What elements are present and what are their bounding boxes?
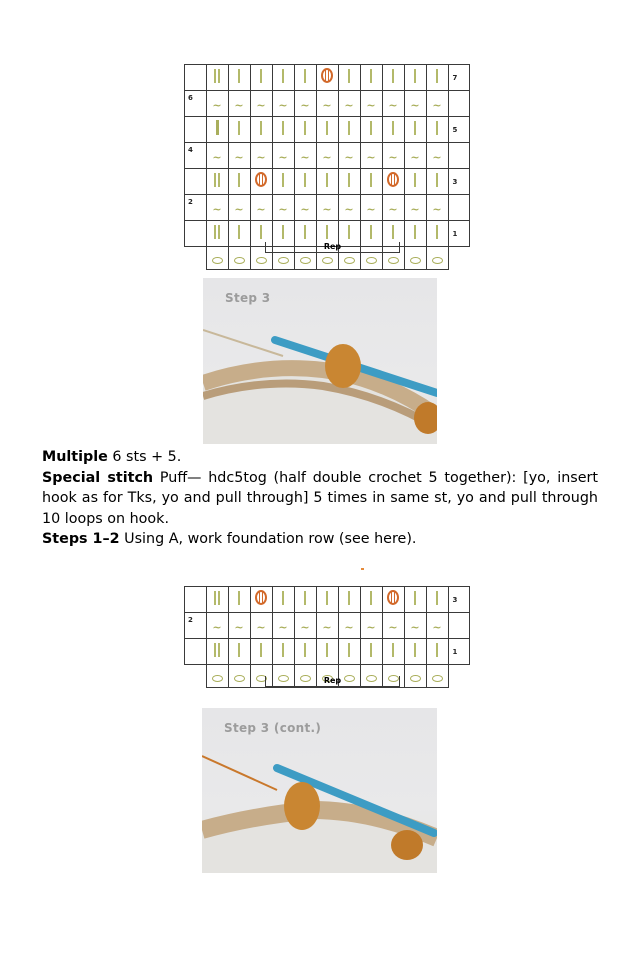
chart-cell [250,169,272,195]
chart-cell [382,91,404,117]
tks-wave-symbol: ~ [212,99,222,112]
chart-cell [294,613,316,639]
chart-cell [316,587,338,613]
chart-cell [206,195,228,221]
double-crochet-symbol [282,173,284,187]
tks-wave-symbol: ~ [234,99,244,112]
double-crochet-symbol [282,121,284,135]
steps-value: Using A, work foundation row (see here). [119,531,417,547]
row-label-right [448,665,470,688]
double-crochet-symbol [414,173,416,187]
tks-wave-symbol: ~ [322,151,332,164]
chart-cell [228,65,250,91]
double-crochet-symbol [414,643,416,657]
double-crochet-symbol [436,643,438,657]
chart-cell [382,65,404,91]
chart-cell [272,195,294,221]
chart-cell [426,587,448,613]
chain-icon [234,675,245,682]
chart-cell [404,613,426,639]
tks-wave-symbol: ~ [432,151,442,164]
chart-cell [206,247,228,270]
chart-row [185,613,470,639]
double-crochet-symbol [260,69,262,83]
chart-cell [360,587,382,613]
row-label-right [448,91,470,117]
double-crochet-symbol [348,643,350,657]
crochet-hook-illustration [203,278,437,444]
row-label-right: 1 [448,221,470,247]
chart-cell [316,639,338,665]
double-crochet-symbol [436,69,438,83]
double-crochet-symbol [436,121,438,135]
chart-cell [228,247,250,270]
puff-stitch-icon [387,172,399,187]
double-crochet-symbol [260,121,262,135]
chart-cell [228,665,250,688]
chart-cell [360,91,382,117]
chart-cell [250,613,272,639]
tks-wave-symbol: ~ [432,99,442,112]
double-crochet-symbol [260,643,262,657]
puff-stitch-icon [255,590,267,605]
chart-cell [360,169,382,195]
chart-cell [250,143,272,169]
tks-wave-symbol: ~ [234,621,244,634]
stitch-chart-2 [184,586,470,688]
chart-cell [294,117,316,143]
chart-cell [206,639,228,665]
double-crochet-symbol [392,69,394,83]
tks-wave-symbol: ~ [322,99,332,112]
chart-cell [294,169,316,195]
chart-cell [426,91,448,117]
chart-cell [338,195,360,221]
chart-cell [382,613,404,639]
double-crochet-symbol [282,225,284,239]
tks-wave-symbol: ~ [388,203,398,216]
chart-cell [206,117,228,143]
tks-wave-symbol: ~ [278,99,288,112]
chart-row [185,65,470,91]
double-crochet-symbol [348,591,350,605]
double-crochet-symbol [370,69,372,83]
tall-bar-symbol [216,120,219,135]
puff-stitch-icon [321,68,333,83]
chart-cell [294,587,316,613]
row-label-right: 7 [448,65,470,91]
double-crochet-symbol [392,121,394,135]
row-label-right: 1 [448,639,470,665]
row-label-left [185,639,207,665]
chart-cell [250,587,272,613]
row-label-right: 5 [448,117,470,143]
multiple-label: Multiple [42,449,108,465]
chart-cell [228,143,250,169]
chart-cell [294,91,316,117]
chart-cell [338,91,360,117]
chart-cell [206,91,228,117]
row-label-left [185,587,207,613]
chart-cell [272,639,294,665]
chart-row [185,91,470,117]
chart-cell [316,195,338,221]
double-crochet-symbol [348,69,350,83]
double-crochet-symbol [392,225,394,239]
tks-wave-symbol: ~ [366,203,376,216]
chart-cell [426,613,448,639]
chart-cell [360,65,382,91]
double-crochet-symbol [370,643,372,657]
special-stitch-line [42,468,598,530]
chart-cell [228,613,250,639]
pattern-instructions [42,447,598,550]
chart-cell [404,195,426,221]
tks-wave-symbol: ~ [234,203,244,216]
row-label-left [185,117,207,143]
rep-bracket: Rep [265,676,400,687]
chart-cell [316,117,338,143]
tks-wave-symbol: ~ [300,621,310,634]
chart-cell [360,613,382,639]
chart-cell [404,665,426,688]
row-label-left [185,247,207,270]
chart-row [185,143,470,169]
chart-cell [228,169,250,195]
chart-cell [228,117,250,143]
row-label-right [448,143,470,169]
chart-cell [338,613,360,639]
chart-cell [382,587,404,613]
chart-cell [206,169,228,195]
chart-cell [316,169,338,195]
chart-cell [426,665,448,688]
double-crochet-symbol [414,225,416,239]
tks-wave-symbol: ~ [256,151,266,164]
chart-cell [294,65,316,91]
chart-cell [360,639,382,665]
chain-icon [388,257,399,264]
row-label-left: 2 [185,613,207,639]
double-crochet-symbol [304,591,306,605]
chart-cell [206,65,228,91]
double-crochet-symbol [436,225,438,239]
chart-cell [404,91,426,117]
multiple-value: 6 sts + 5. [107,449,182,465]
chart-cell [294,639,316,665]
tks-wave-symbol: ~ [410,203,420,216]
double-crochet-symbol [238,173,240,187]
chart-cell [316,65,338,91]
chart-cell [404,221,426,247]
chart-cell [338,117,360,143]
double-crochet-symbol [348,121,350,135]
multiple-line [42,447,598,468]
chain-icon [256,257,267,264]
chart-cell [382,195,404,221]
row-label-left [185,169,207,195]
row-label-right: 3 [448,587,470,613]
chart-row [185,169,470,195]
chain-icon [278,257,289,264]
row-label-left: 2 [185,195,207,221]
tks-wave-symbol: ~ [388,151,398,164]
tks-wave-symbol: ~ [366,99,376,112]
tks-wave-symbol: ~ [278,151,288,164]
chart-cell [382,117,404,143]
chain-icon [300,257,311,264]
chart-cell [316,143,338,169]
double-crochet-symbol [392,643,394,657]
chart-cell [206,587,228,613]
chart-cell [228,195,250,221]
tks-wave-symbol: ~ [410,151,420,164]
double-crochet-symbol [304,225,306,239]
special-stitch-value: Puff— hdc5tog (half double crochet 5 together): [yo, insert hook as for Tks, yo and pull through] 5 times in same st, yo and pull through 10 loops on hook. [42,469,598,527]
chain-icon [212,257,223,264]
chart-cell [382,143,404,169]
chart-cell [338,65,360,91]
tks-wave-symbol: ~ [366,621,376,634]
chart-cell [316,613,338,639]
chart-cell [206,665,228,688]
chain-icon [410,257,421,264]
puff-stitch-icon [255,172,267,187]
chart-cell [382,169,404,195]
double-crochet-symbol [282,69,284,83]
chart-cell [272,91,294,117]
double-crochet-symbol [238,591,240,605]
chart-cell [316,91,338,117]
chain-icon [432,257,443,264]
chart-row [185,117,470,143]
chart-cell [272,65,294,91]
chart-cell [228,587,250,613]
double-crochet-symbol [238,225,240,239]
tks-wave-symbol: ~ [344,99,354,112]
double-crochet-symbol [238,643,240,657]
chart-row [185,587,470,613]
double-crochet-symbol [282,643,284,657]
tks-wave-symbol: ~ [322,203,332,216]
double-bar-symbol [214,225,220,239]
chart-cell [206,221,228,247]
chart-cell [206,613,228,639]
chart-cell [426,247,448,270]
chart-cell [272,143,294,169]
tks-wave-symbol: ~ [432,203,442,216]
tks-wave-symbol: ~ [344,151,354,164]
double-crochet-symbol [326,173,328,187]
chain-icon [432,675,443,682]
double-crochet-symbol [326,591,328,605]
row-label-left [185,65,207,91]
chart-cell [228,221,250,247]
row-label-right: 3 [448,169,470,195]
tks-wave-symbol: ~ [388,621,398,634]
tks-wave-symbol: ~ [256,99,266,112]
chart-cell [426,143,448,169]
chart-cell [404,169,426,195]
chart-cell [294,143,316,169]
photo-caption: Step 3 (cont.) [224,721,322,735]
chart-cell [250,195,272,221]
double-bar-symbol [214,69,220,83]
chart-cell [426,65,448,91]
chart-row [185,195,470,221]
step-3-photo [203,278,437,444]
chart-cell [272,169,294,195]
chain-icon [410,675,421,682]
chart-grid [184,64,470,270]
chart-cell [404,65,426,91]
chart-cell [382,639,404,665]
chain-icon [212,675,223,682]
chart-cell [404,247,426,270]
chart-cell [404,587,426,613]
double-crochet-symbol [436,591,438,605]
chart-grid [184,586,470,688]
double-crochet-symbol [260,225,262,239]
double-bar-symbol [214,643,220,657]
stitch-chart-1 [184,64,470,270]
photo-caption: Step 3 [225,291,271,305]
row-label-left: 6 [185,91,207,117]
chart-cell [426,169,448,195]
tks-wave-symbol: ~ [212,151,222,164]
tks-wave-symbol: ~ [234,151,244,164]
crochet-hook-illustration [202,708,437,873]
double-crochet-symbol [348,173,350,187]
double-crochet-symbol [238,121,240,135]
double-crochet-symbol [370,225,372,239]
row-label-left [185,665,207,688]
chart-cell [404,117,426,143]
tks-wave-symbol: ~ [256,203,266,216]
tks-wave-symbol: ~ [278,203,288,216]
double-crochet-symbol [370,173,372,187]
row-label-left [185,221,207,247]
chart-cell [360,195,382,221]
double-crochet-symbol [238,69,240,83]
double-crochet-symbol [304,173,306,187]
tks-wave-symbol: ~ [344,203,354,216]
chart-cell [338,587,360,613]
tks-wave-symbol: ~ [432,621,442,634]
chart-cell [272,117,294,143]
rep-bracket: Rep [265,242,400,253]
tks-wave-symbol: ~ [278,621,288,634]
puff-stitch-icon [387,590,399,605]
chain-icon [366,257,377,264]
steps-line [42,529,598,550]
chart-cell [338,639,360,665]
chart-cell [338,143,360,169]
double-crochet-symbol [304,121,306,135]
chart-cell [426,639,448,665]
double-crochet-symbol [414,69,416,83]
chart-cell [294,195,316,221]
chart-cell [404,639,426,665]
chart-cell [426,117,448,143]
chain-icon [322,257,333,264]
row-label-right [448,195,470,221]
chart-cell [228,639,250,665]
row-label-left: 4 [185,143,207,169]
double-crochet-symbol [304,69,306,83]
tks-wave-symbol: ~ [410,99,420,112]
chart-cell [250,117,272,143]
stray-mark [361,568,364,570]
double-bar-symbol [214,591,220,605]
double-bar-symbol [214,173,220,187]
double-crochet-symbol [370,121,372,135]
double-crochet-symbol [348,225,350,239]
tks-wave-symbol: ~ [212,621,222,634]
chain-icon [344,257,355,264]
tks-wave-symbol: ~ [322,621,332,634]
double-crochet-symbol [436,173,438,187]
double-crochet-symbol [282,591,284,605]
tks-wave-symbol: ~ [410,621,420,634]
double-crochet-symbol [326,225,328,239]
chart-cell [250,91,272,117]
steps-label: Steps 1–2 [42,531,120,547]
double-crochet-symbol [370,591,372,605]
chart-cell [250,639,272,665]
tks-wave-symbol: ~ [366,151,376,164]
chart-cell [272,587,294,613]
step-3-cont-photo [202,708,437,873]
double-crochet-symbol [326,121,328,135]
chart-cell [272,613,294,639]
chain-icon [234,257,245,264]
chart-cell [338,169,360,195]
tks-wave-symbol: ~ [300,151,310,164]
tks-wave-symbol: ~ [300,203,310,216]
tks-wave-symbol: ~ [212,203,222,216]
chart-cell [360,143,382,169]
row-label-right [448,613,470,639]
double-crochet-symbol [414,121,416,135]
tks-wave-symbol: ~ [388,99,398,112]
chart-cell [206,143,228,169]
row-label-right [448,247,470,270]
chart-cell [250,65,272,91]
tks-wave-symbol: ~ [344,621,354,634]
special-stitch-label: Special stitch [42,469,154,486]
tks-wave-symbol: ~ [256,621,266,634]
double-crochet-symbol [326,643,328,657]
tks-wave-symbol: ~ [300,99,310,112]
chart-cell [228,91,250,117]
double-crochet-symbol [414,591,416,605]
chart-cell [360,117,382,143]
double-crochet-symbol [304,643,306,657]
chart-row [185,639,470,665]
chart-cell [426,221,448,247]
chart-cell [404,143,426,169]
chart-cell [426,195,448,221]
